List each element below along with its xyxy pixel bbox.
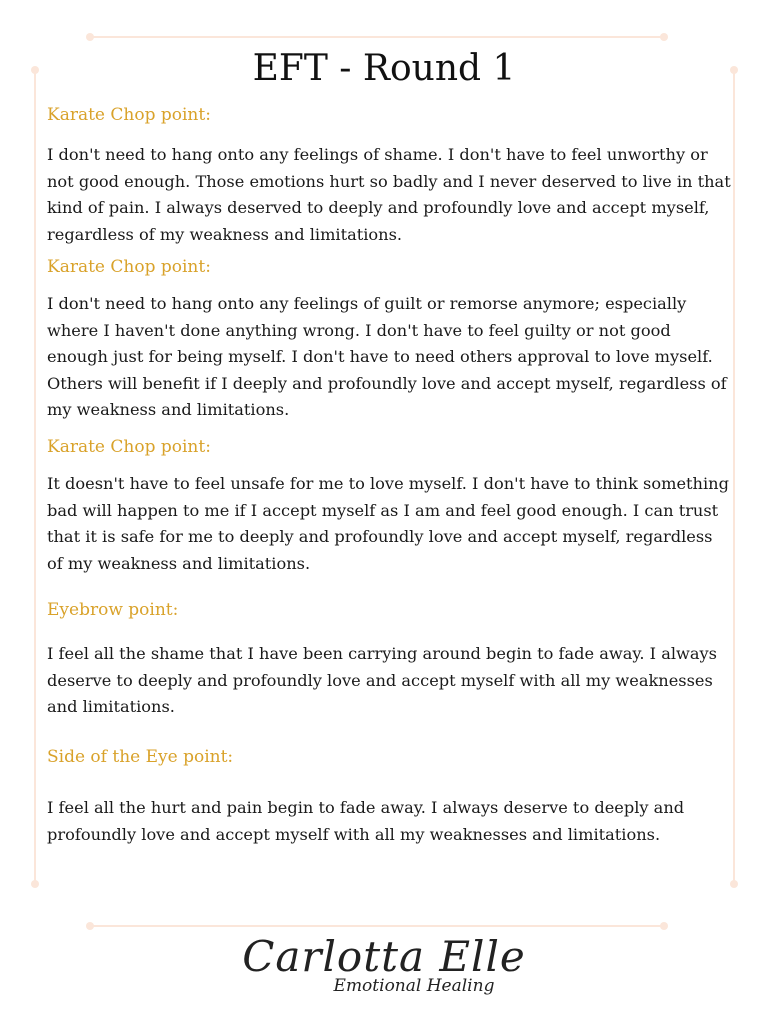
page-title: EFT - Round 1 [252, 48, 516, 89]
section-body: I don't need to hang onto any feelings of shame. I don't have to feel unworthy or not good enough. Those emotions hurt so badly and I never deserved to live in that kind of pain. I always deserved to deeply and profoundly love and accept myself, regardless of my weakness and limitations. [47, 145, 731, 244]
frame-dot [31, 880, 39, 888]
content [47, 0, 732, 900]
frame-dot [86, 922, 94, 930]
frame-left-line [34, 72, 36, 884]
logo-name: Carlotta Elle [242, 932, 526, 981]
section-eyebrow [47, 599, 732, 721]
section-body: I feel all the shame that I have been carrying around begin to fade away. I always deserve to deeply and profoundly love and accept myself with all my weaknesses and limitations. [47, 644, 717, 716]
section-heading: Karate Chop point: [47, 257, 211, 277]
section-body: It doesn't have to feel unsafe for me to love myself. I don't have to think something bad will happen to me if I accept myself as I am and feel good enough. I can trust that it is safe for me to deeply and profoundly love and accept myself, regardless of my weakness and limitations. [47, 474, 729, 573]
section-heading: Karate Chop point: [47, 105, 211, 125]
section-side-of-eye [47, 746, 732, 848]
section-heading: Karate Chop point: [47, 437, 211, 457]
logo-tagline: Emotional Healing [333, 976, 495, 996]
brand-logo [0, 930, 768, 996]
frame-right-line [733, 72, 735, 884]
section-body: I feel all the hurt and pain begin to fade away. I always deserve to deeply and profoundly love and accept myself with all my weaknesses and limitations. [47, 798, 685, 844]
section-karate-chop-3 [47, 436, 732, 577]
section-karate-chop-2 [47, 256, 732, 424]
section-heading: Eyebrow point: [47, 600, 179, 620]
section-body: I don't need to hang onto any feelings of guilt or remorse anymore; especially where I haven't done anything wrong. I don't have to feel guilty or not good enough just for being myself. I don't have to need others approval to love myself. Others will benefit if I deeply and profoundly love and accept myself, regardless of my weakness and limitations. [47, 294, 727, 419]
frame-bottom-line [92, 925, 664, 927]
frame-dot [660, 922, 668, 930]
section-karate-chop-1 [47, 104, 732, 248]
section-heading: Side of the Eye point: [47, 747, 234, 767]
